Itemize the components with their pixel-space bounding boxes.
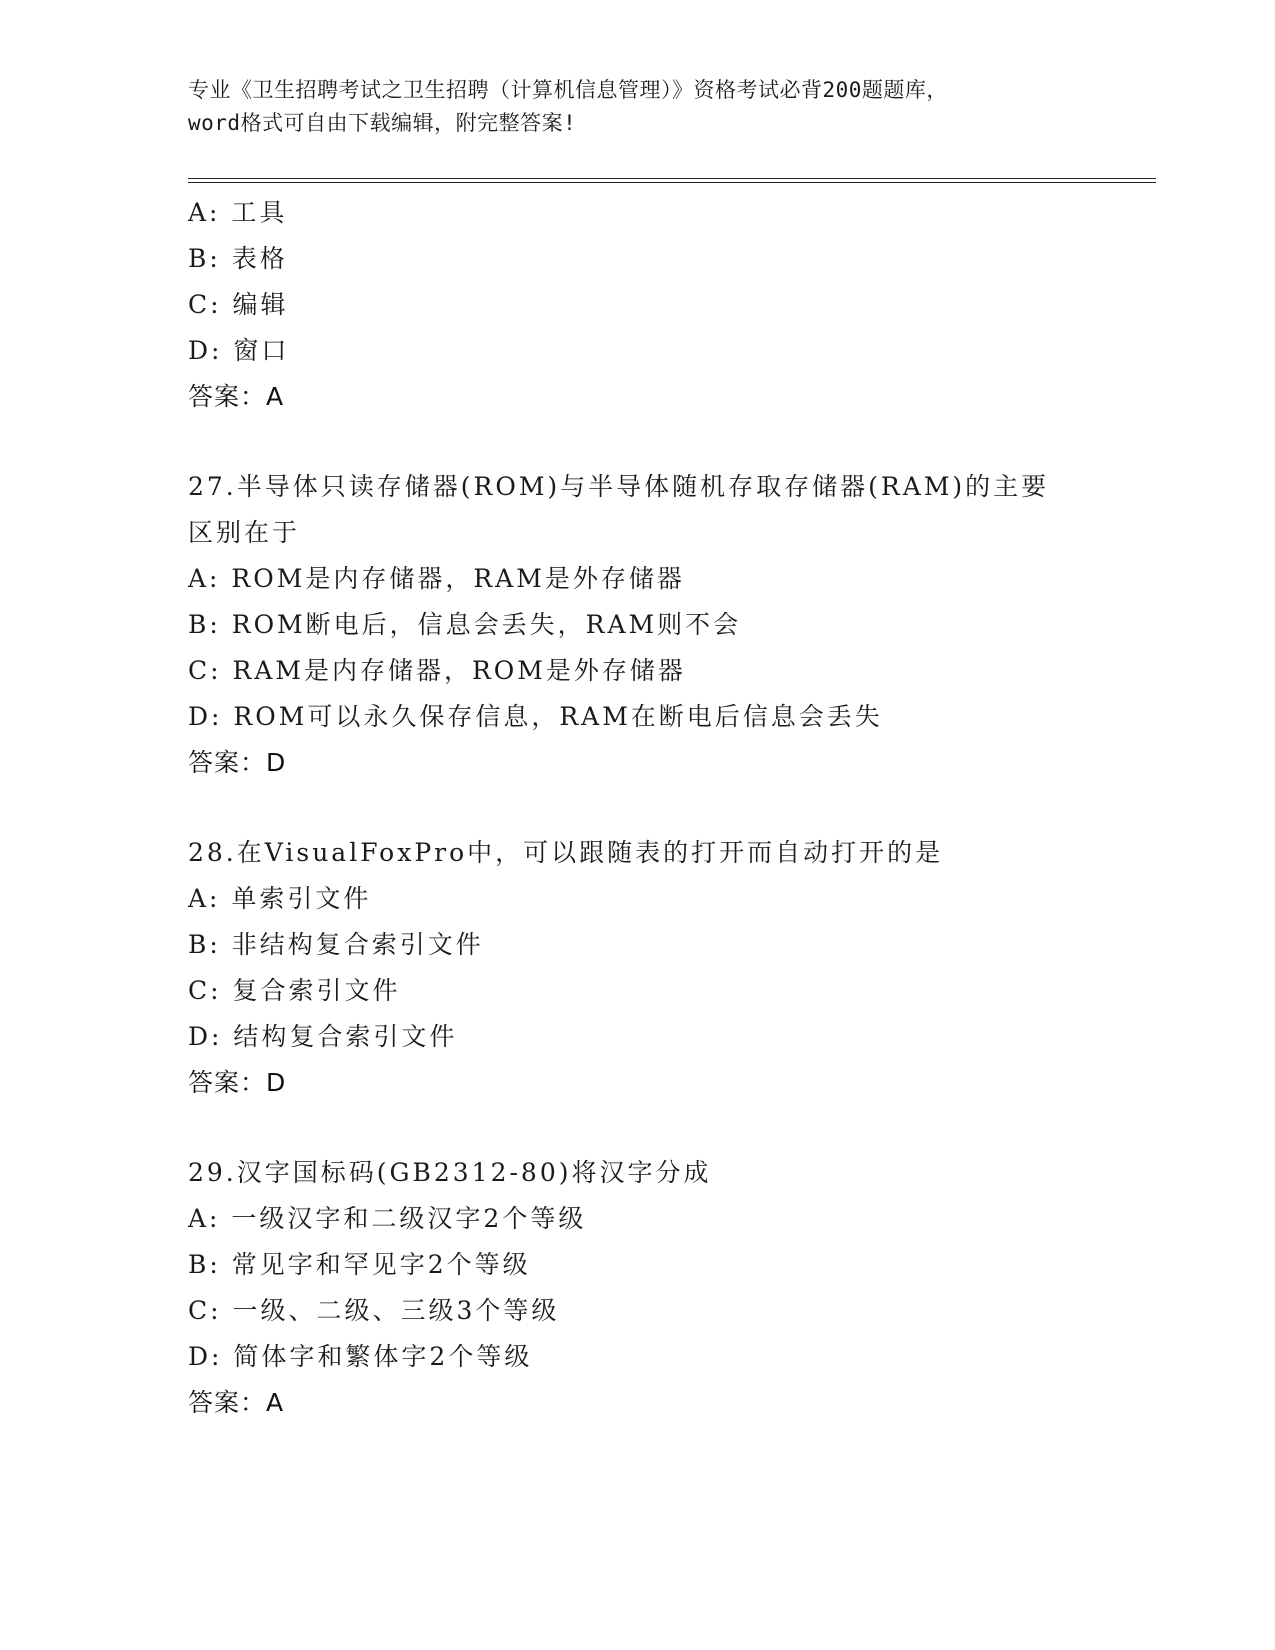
question-27 [188, 464, 1088, 786]
question-list [188, 190, 1088, 1426]
option-c: C: RAM是内存储器，ROM是外存储器 [188, 656, 686, 685]
question-stem: 29.汉字国标码(GB2312-80)将汉字分成 [188, 1158, 712, 1187]
option-a: A: ROM是内存储器，RAM是外存储器 [188, 564, 685, 593]
answer: 答案：A [188, 382, 285, 411]
question-stem: 27.半导体只读存储器(ROM)与半导体随机存取存储器(RAM)的主要区别在于 [188, 472, 1050, 547]
option-d: D: 窗口 [188, 336, 290, 365]
question-26 [188, 190, 1088, 420]
header-rule-top [188, 178, 1156, 179]
header-line-1: 专业《卫生招聘考试之卫生招聘（计算机信息管理）》资格考试必背200题题库， [188, 78, 948, 102]
option-a: A: 一级汉字和二级汉字2个等级 [188, 1204, 587, 1233]
option-c: C: 一级、二级、三级3个等级 [188, 1296, 560, 1325]
option-b: B: 表格 [188, 244, 288, 273]
header-rule-bottom [188, 182, 1156, 183]
option-d: D: ROM可以永久保存信息，RAM在断电后信息会丢失 [188, 702, 883, 731]
option-b: B: 非结构复合索引文件 [188, 930, 484, 959]
option-c: C: 复合索引文件 [188, 976, 401, 1005]
document-header [188, 74, 1088, 140]
option-b: B: ROM断电后，信息会丢失，RAM则不会 [188, 610, 742, 639]
answer: 答案：D [188, 748, 287, 777]
option-d: D: 简体字和繁体字2个等级 [188, 1342, 533, 1371]
header-line-2: word格式可自由下载编辑，附完整答案! [188, 111, 577, 135]
answer: 答案：D [188, 1068, 287, 1097]
option-c: C: 编辑 [188, 290, 289, 319]
question-stem: 28.在VisualFoxPro中，可以跟随表的打开而自动打开的是 [188, 838, 944, 867]
question-29 [188, 1150, 1088, 1426]
question-28 [188, 830, 1088, 1106]
option-a: A: 单索引文件 [188, 884, 372, 913]
answer: 答案：A [188, 1388, 285, 1417]
option-d: D: 结构复合索引文件 [188, 1022, 458, 1051]
option-a: A: 工具 [188, 198, 288, 227]
option-b: B: 常见字和罕见字2个等级 [188, 1250, 531, 1279]
